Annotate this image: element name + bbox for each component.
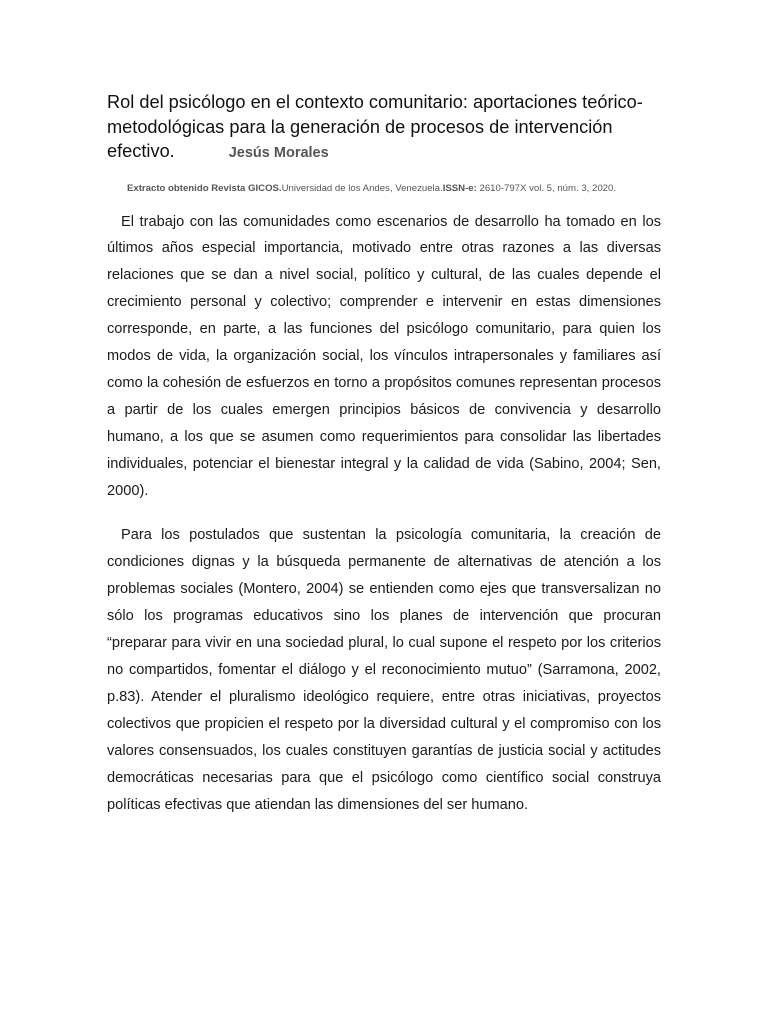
source-lead: Extracto obtenido Revista GICOS.	[127, 182, 282, 194]
document-page	[107, 90, 661, 818]
source-institution: Universidad de los Andes, Venezuela.	[281, 182, 443, 194]
document-title	[107, 90, 661, 166]
issn-label: ISSN-e:	[442, 182, 477, 194]
author-name: Jesús Morales	[228, 145, 329, 161]
body-paragraph-2: Para los postulados que sustentan la psicología comunitaria, la creación de condiciones dignas y la búsqueda permanente de alternativas de atención a los problemas sociales (Montero, 2004) se entienden como ejes que transversalizan no sólo los programas educativos sino los planes de intervención que procuran “preparar para vivir en una sociedad plural, lo cual supone el respeto por los criterios no compartidos, fomentar el diálogo y el reconocimiento mutuo” (Sarramona, 2002, p.83). Atender el pluralismo ideológico requiere, entre otras iniciativas, proyectos colectivos que propicien el respeto por la diversidad cultural y el compromiso con los valores consensuados, los cuales constituyen garantías de justicia social y actitudes democráticas necesarias para que el psicólogo como científico social construya políticas efectivas que atiendan las dimensiones del ser humano.	[107, 527, 661, 813]
source-citation	[127, 182, 661, 196]
source-details: 2610-797X vol. 5, núm. 3, 2020.	[476, 182, 617, 194]
body-paragraph-1: El trabajo con las comunidades como escenarios de desarrollo ha tomado en los últimos años especial importancia, motivado entre otras razones a las diversas relaciones que se dan a nivel social, político y cultural, de las cuales depende el crecimiento personal y colectivo; comprender e intervenir en estas dimensiones corresponde, en parte, a las funciones del psicólogo comunitario, para quien los modos de vida, la organización social, los vínculos intrapersonales y familiares así como la cohesión de esfuerzos en torno a propósitos comunes representan procesos a partir de los cuales emergen principios básicos de convivencia y desarrollo humano, a los que se asumen como requerimientos para consolidar las libertades individuales, potenciar el bienestar integral y la calidad de vida (Sabino, 2004; Sen, 2000).	[107, 213, 661, 499]
title-text: Rol del psicólogo en el contexto comunitario: aportaciones teórico-metodológicas para la generación de procesos de intervención efectivo.	[107, 92, 643, 161]
